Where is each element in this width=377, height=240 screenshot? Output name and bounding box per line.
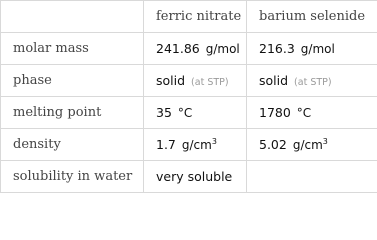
value-text: 1.7 <box>156 137 176 152</box>
header-row <box>1 1 377 33</box>
unit-exponent: 3 <box>211 136 217 146</box>
cell-value-empty <box>247 161 377 193</box>
row-label-molar-mass: molar mass <box>1 33 144 65</box>
value-text: 241.86 <box>156 41 200 56</box>
header-empty-cell <box>1 1 144 33</box>
unit-text: °C <box>296 106 312 120</box>
value-text: very soluble <box>156 169 233 184</box>
table-row <box>1 33 377 65</box>
cell-value <box>144 129 247 161</box>
unit-text: g/cm <box>292 138 323 152</box>
unit-text: g/cm <box>181 138 212 152</box>
cell-value <box>247 129 377 161</box>
cell-value <box>144 161 247 193</box>
unit-text: g/mol <box>300 42 335 56</box>
row-label-melting-point: melting point <box>1 97 144 129</box>
table-row <box>1 97 377 129</box>
value-text: 5.02 <box>259 137 287 152</box>
cell-value <box>144 33 247 65</box>
value-text: solid <box>156 73 186 88</box>
unit-text: °C <box>177 106 193 120</box>
row-label-phase: phase <box>1 65 144 97</box>
unit-exponent: 3 <box>322 136 328 146</box>
column-header-ferric-nitrate: ferric nitrate <box>144 1 247 33</box>
unit-text: g/mol <box>205 42 240 56</box>
cell-value <box>247 65 377 97</box>
row-label-solubility-in-water: solubility in water <box>1 161 144 193</box>
condition-note: (at STP) <box>294 77 332 88</box>
table-row <box>1 129 377 161</box>
cell-value <box>247 33 377 65</box>
value-text: 216.3 <box>259 41 295 56</box>
table-row <box>1 161 377 193</box>
table-row <box>1 65 377 97</box>
value-text: solid <box>259 73 289 88</box>
column-header-barium-selenide: barium selenide <box>247 1 377 33</box>
cell-value <box>247 97 377 129</box>
value-text: 35 <box>156 105 172 120</box>
row-label-density: density <box>1 129 144 161</box>
cell-value <box>144 97 247 129</box>
condition-note: (at STP) <box>191 77 229 88</box>
cell-value <box>144 65 247 97</box>
value-text: 1780 <box>259 105 291 120</box>
